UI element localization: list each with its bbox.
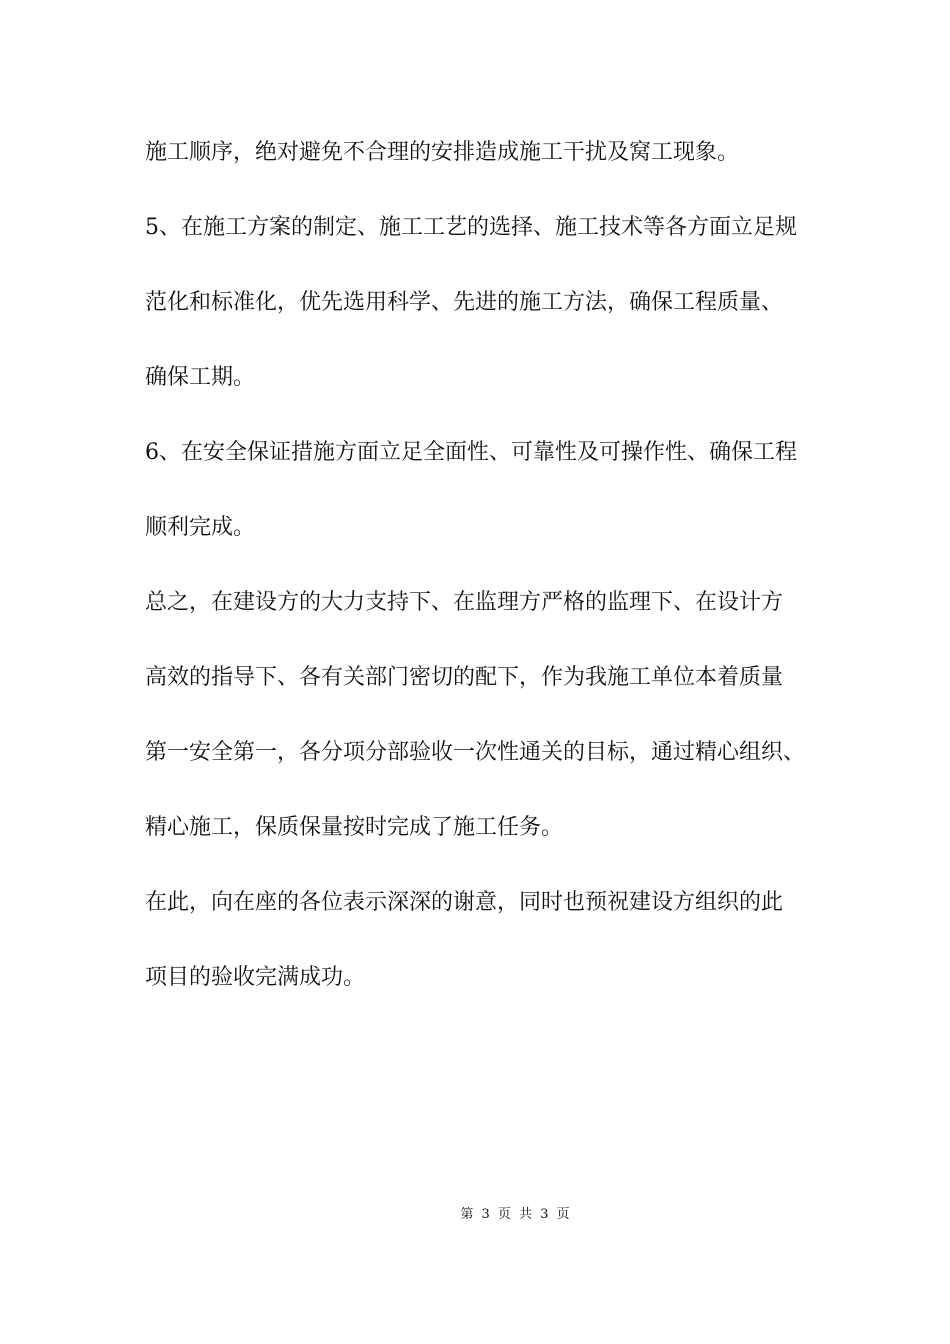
text-line: 在此，向在座的各位表示深深的谢意，同时也预祝建设方组织的此 — [145, 890, 784, 915]
text-line: 项目的验收完满成功。 — [145, 965, 366, 990]
text-line: 高效的指导下、各有关部门密切的配下，作为我施工单位本着质量 — [145, 665, 784, 690]
text-line: 5、在施工方案的制定、施工工艺的选择、施工技术等各方面立足规 — [145, 215, 797, 240]
text-line: 总之，在建设方的大力支持下、在监理方严格的监理下、在设计方 — [145, 590, 784, 615]
text-line: 施工顺序，绝对避免不合理的安排造成施工干扰及窝工现象。 — [145, 140, 740, 165]
text-line: 精心施工，保质保量按时完成了施工任务。 — [145, 815, 564, 840]
text-line: 6、在安全保证措施方面立足全面性、可靠性及可操作性、确保工程 — [145, 440, 797, 465]
text-line: 范化和标准化，优先选用科学、先进的施工方法，确保工程质量、 — [145, 290, 784, 315]
text-line: 顺利完成。 — [145, 515, 256, 540]
page-footer: 第 3 页 共 3 页 — [460, 1207, 570, 1222]
text-line: 确保工期。 — [145, 365, 256, 390]
text-line: 第一安全第一，各分项分部验收一次性通关的目标，通过精心组织、 — [145, 740, 806, 765]
